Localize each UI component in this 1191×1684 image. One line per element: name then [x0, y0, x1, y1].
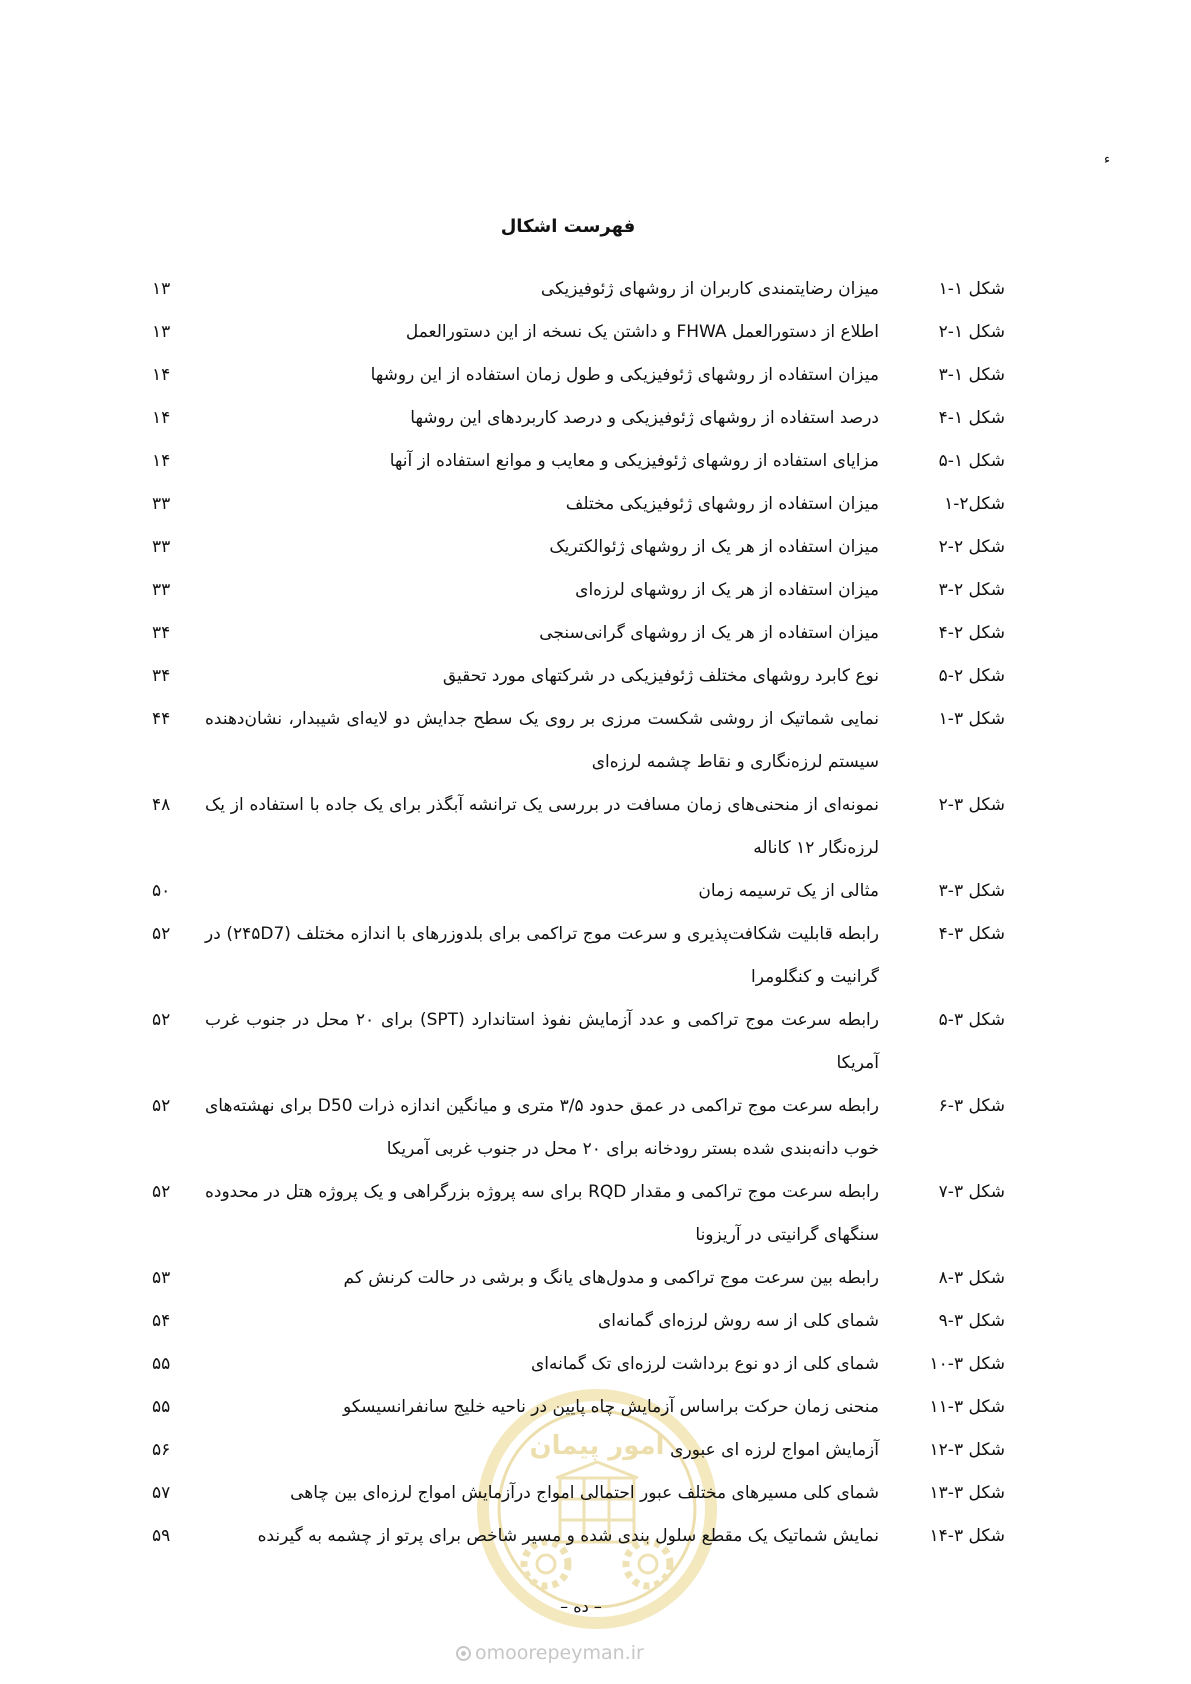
figure-label: شکل ۳-۸: [938, 1268, 1005, 1288]
figure-caption: رابطه سرعت موج تراکمی در عمق حدود ۳/۵ متری و میانگین اندازه ذرات D50 برای نهشته‌های خوب دانه‌بندی شده بستر رودخانه برای ۲۰ محل در جنوب غربی آمریکا: [205, 1096, 879, 1159]
figure-label: شکل ۱-۲: [938, 322, 1005, 342]
figure-caption: نمایی شماتیک از روشی شکست مرزی بر روی یک سطح جدایش دو لایه‌ای شیبدار، نشان‌دهنده سیستم لرزه‌نگاری و نقاط چشمه لرزه‌ای: [205, 709, 879, 772]
figure-entry: [140, 440, 1005, 483]
page-number-footer: – ده –: [560, 1597, 602, 1616]
figure-page-number: ۵۴: [152, 1311, 171, 1331]
figure-page-number: ۵۲: [152, 1096, 171, 1116]
figure-page-number: ۱۳: [152, 279, 171, 299]
figure-entry: [140, 1515, 1005, 1558]
figure-caption: رابطه سرعت موج تراکمی و عدد آزمایش نفوذ استاندارد (SPT) برای ۲۰ محل در جنوب غرب آمریکا: [205, 1010, 879, 1073]
figure-label: شکل ۳-۶: [938, 1096, 1005, 1116]
figure-entry: [140, 354, 1005, 397]
figure-entry: [140, 1300, 1005, 1343]
figure-entry: [140, 1171, 1005, 1257]
figure-entry: [140, 1085, 1005, 1171]
figure-caption: میزان استفاده از هر یک از روشهای لرزه‌ای: [575, 580, 879, 600]
figure-label: شکل ۱-۵: [938, 451, 1005, 471]
figure-label: شکل ۳-۴: [938, 924, 1005, 944]
figure-entry: [140, 698, 1005, 784]
figure-page-number: ۴۴: [152, 709, 171, 729]
figure-caption: میزان استفاده از هر یک از روشهای گرانی‌سنجی: [539, 623, 879, 643]
figure-entry: [140, 526, 1005, 569]
figure-page-number: ۵۵: [152, 1354, 171, 1374]
figure-entry: [140, 311, 1005, 354]
figure-page-number: ۳۳: [152, 580, 171, 600]
figure-label: شکل ۳-۹: [938, 1311, 1005, 1331]
figure-caption: رابطه قابلیت شکافت‌پذیری و سرعت موج تراکمی برای بلدوزرهای با اندازه مختلف (۲۴۵D7) در گرانیت و کنگلومرا: [205, 924, 879, 987]
figure-entry: [140, 1257, 1005, 1300]
figure-entry: [140, 655, 1005, 698]
figure-page-number: ۳۴: [152, 623, 171, 643]
figure-caption: میزان استفاده از روشهای ژئوفیزیکی و طول زمان استفاده از این روشها: [370, 365, 879, 385]
figure-label: شکل ۱-۱: [938, 279, 1005, 299]
watermark: [456, 1642, 644, 1664]
figure-caption: میزان استفاده از روشهای ژئوفیزیکی مختلف: [565, 494, 879, 514]
figure-page-number: ۵۲: [152, 1182, 171, 1202]
figure-label: شکل ۳-۵: [938, 1010, 1005, 1030]
figure-caption: نمونه‌ای از منحنی‌های زمان مسافت در بررسی یک ترانشه آبگذر برای یک جاده با استفاده از یک لرزه‌نگار ۱۲ کاناله: [205, 795, 879, 858]
figure-entry: [140, 870, 1005, 913]
figure-entry: [140, 1386, 1005, 1429]
figure-entry: [140, 483, 1005, 526]
figure-page-number: ۱۴: [152, 408, 171, 428]
figure-page-number: ۳۳: [152, 537, 171, 557]
figure-entry: [140, 268, 1005, 311]
figure-label: شکل ۳-۱۲: [929, 1440, 1005, 1460]
figure-caption: رابطه بین سرعت موج تراکمی و مدول‌های یانگ و برشی در حالت کرنش کم: [343, 1268, 879, 1288]
figure-label: شکل ۳-۱۰: [929, 1354, 1005, 1374]
figure-caption: نوع کابرد روشهای مختلف ژئوفیزیکی در شرکتهای مورد تحقیق: [442, 666, 879, 686]
figure-entry: [140, 397, 1005, 440]
figure-entry: [140, 999, 1005, 1085]
page-title: فهرست اشکال: [500, 216, 636, 237]
figure-entry: [140, 1472, 1005, 1515]
figure-label: شکل ۳-۷: [938, 1182, 1005, 1202]
figure-caption: میزان رضایتمندی کاربران از روشهای ژئوفیزیکی: [540, 279, 879, 299]
figure-page-number: ۵۰: [152, 881, 171, 901]
figure-caption: رابطه سرعت موج تراکمی و مقدار RQD برای سه پروژه بزرگراهی و یک پروژه هتل در محدوده سنگهای گرانیتی در آریزونا: [205, 1182, 879, 1245]
figure-label: شکل ۳-۱۴: [929, 1526, 1005, 1546]
figure-page-number: ۵۶: [152, 1440, 171, 1460]
at-sign-icon: [456, 1646, 471, 1661]
figure-caption: شمای کلی از دو نوع برداشت لرزه‌ای تک گمانه‌ای: [530, 1354, 879, 1374]
figure-caption: شمای کلی مسیرهای مختلف عبور احتمالی امواج درآزمایش امواج لرزه‌ای بین چاهی: [290, 1483, 879, 1503]
figure-label: شکل ۲-۲: [938, 537, 1005, 557]
figure-caption: آزمایش امواج لرزه ای عبوری: [670, 1440, 879, 1460]
figure-label: شکل ۳-۳: [938, 881, 1005, 901]
figure-caption: درصد استفاده از روشهای ژئوفیزیکی و درصد کاربردهای این روشها: [410, 408, 879, 428]
figure-caption: شمای کلی از سه روش لرزه‌ای گمانه‌ای: [597, 1311, 879, 1331]
figure-entry: [140, 784, 1005, 870]
figure-page-number: ۵۷: [152, 1483, 171, 1503]
figure-page-number: ۱۴: [152, 365, 171, 385]
figure-page-number: ۵۵: [152, 1397, 171, 1417]
figure-entry: [140, 569, 1005, 612]
figure-page-number: ۵۹: [152, 1526, 171, 1546]
figure-entry: [140, 1343, 1005, 1386]
figure-label: شکل ۲-۵: [938, 666, 1005, 686]
seal-text: امور پیمان: [529, 1431, 665, 1461]
figure-caption: مزایای استفاده از روشهای ژئوفیزیکی و معایب و موانع استفاده از آنها: [389, 451, 879, 471]
figure-entry: [140, 913, 1005, 999]
figure-caption: مثالی از یک ترسیمه زمان: [698, 881, 879, 901]
page-header-mark: ء: [1104, 152, 1111, 167]
figure-caption: منحنی زمان حرکت براساس آزمایش چاه پایین در ناحیه خلیج سانفرانسیسکو: [342, 1397, 879, 1417]
figure-page-number: ۴۸: [152, 795, 171, 815]
figure-page-number: ۵۲: [152, 924, 171, 944]
figure-label: شکل ۳-۱۳: [929, 1483, 1005, 1503]
figure-label: شکل ۳-۲: [938, 795, 1005, 815]
figure-label: شکل ۲-۳: [938, 580, 1005, 600]
figure-label: شکل ۲-۴: [938, 623, 1005, 643]
figure-label: شکل ۳-۱: [938, 709, 1005, 729]
figure-caption: نمایش شماتیک یک مقطع سلول بندی شده و مسیر شاخص برای پرتو از چشمه به گیرنده: [257, 1526, 879, 1546]
figure-entry: [140, 1429, 1005, 1472]
figure-entry: [140, 612, 1005, 655]
figure-page-number: ۱۳: [152, 322, 171, 342]
figure-label: شکل ۱-۴: [938, 408, 1005, 428]
figure-label: شکل ۱-۳: [938, 365, 1005, 385]
figure-page-number: ۵۲: [152, 1010, 171, 1030]
figure-page-number: ۱۴: [152, 451, 171, 471]
figure-label: شکل۲-۱: [944, 494, 1005, 514]
figure-list: [140, 268, 1005, 1558]
figure-caption: اطلاع از دستورالعمل FHWA و داشتن یک نسخه از این دستورالعمل: [405, 322, 879, 342]
figure-caption: میزان استفاده از هر یک از روشهای ژئوالکتریک: [549, 537, 879, 557]
figure-page-number: ۵۳: [152, 1268, 171, 1288]
watermark-site: omoorepeyman.ir: [475, 1642, 644, 1664]
figure-page-number: ۳۴: [152, 666, 171, 686]
figure-label: شکل ۳-۱۱: [929, 1397, 1005, 1417]
figure-page-number: ۳۳: [152, 494, 171, 514]
